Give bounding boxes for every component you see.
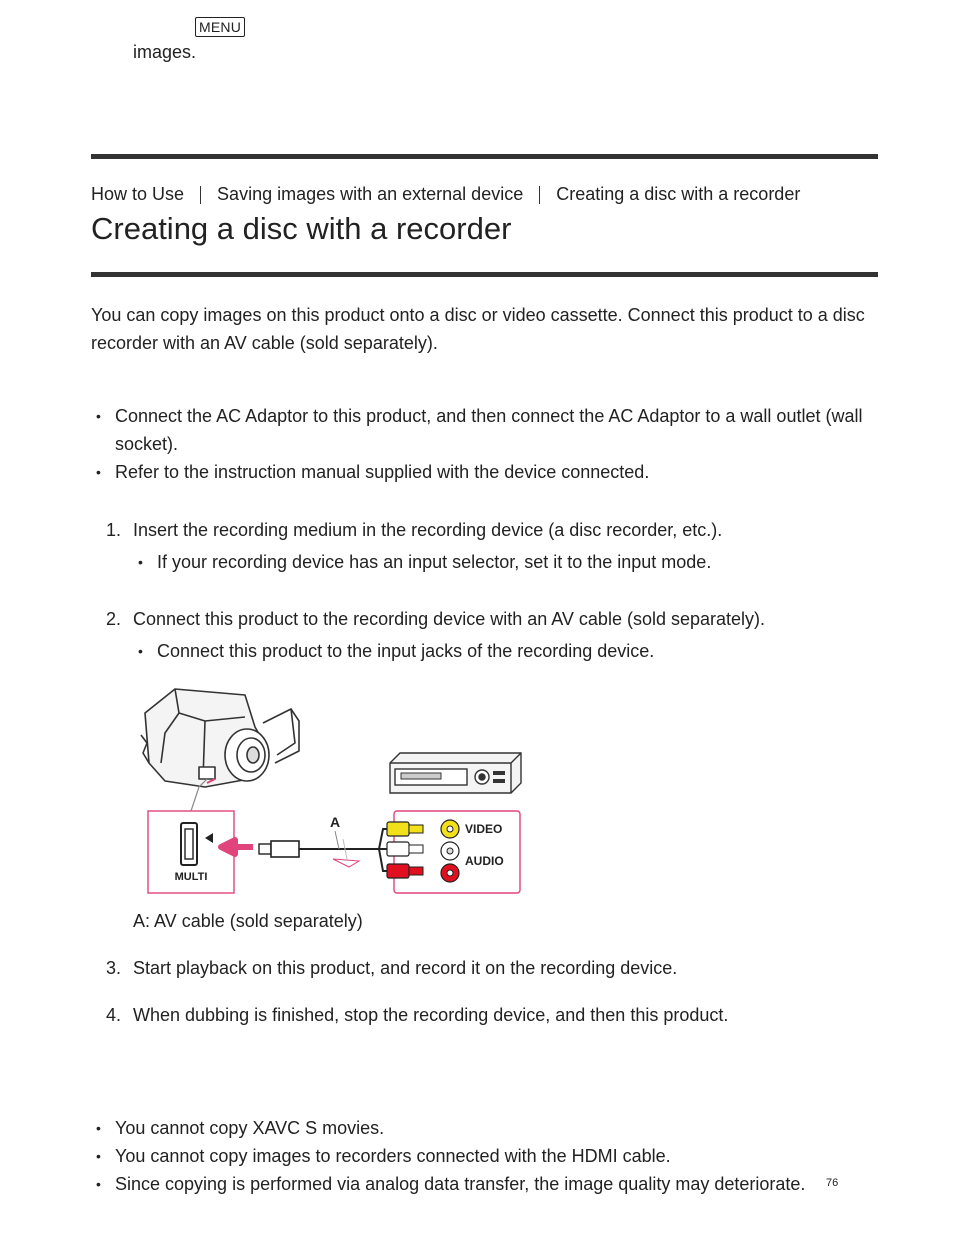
step-3 — [106, 954, 677, 982]
audio-label: AUDIO — [465, 854, 504, 868]
page-number: 76 — [826, 1177, 839, 1189]
list-item: • You cannot copy XAVC S movies. — [91, 1114, 881, 1142]
breadcrumb-separator — [539, 186, 540, 204]
step-4 — [106, 1001, 728, 1029]
step-1-sublist — [133, 548, 833, 576]
diagram-caption: A: AV cable (sold separately) — [133, 911, 363, 931]
step-text: Connect this product to the recording device with an AV cable (sold separately). — [133, 609, 766, 629]
list-item: • Connect this product to the input jacks of the recording device. — [133, 637, 833, 665]
multi-label: MULTI — [174, 871, 208, 883]
av-cable — [259, 829, 393, 871]
breadcrumb-separator — [200, 186, 201, 204]
disc-recorder-illustration — [390, 753, 521, 793]
audio-plug-white — [387, 842, 409, 856]
camcorder-illustration — [141, 689, 299, 787]
video-plug-yellow — [387, 822, 409, 836]
preparation-list — [91, 402, 871, 486]
cable-label-a: A — [329, 814, 341, 830]
breadcrumb-saving-images[interactable]: Saving images with an external device — [217, 184, 524, 204]
step-text: When dubbing is finished, stop the recording device, and then this product. — [133, 1005, 729, 1025]
step-number: 3. — [106, 958, 122, 978]
rca-jacks — [441, 820, 459, 882]
list-item: • You cannot copy images to recorders connected with the HDMI cable. — [91, 1142, 881, 1170]
page-title: Creating a disc with a recorder — [91, 211, 512, 246]
step-number: 2. — [106, 609, 122, 629]
top-divider — [91, 154, 878, 159]
step-2 — [106, 605, 765, 633]
cable-direction-arrow-icon — [333, 859, 359, 867]
step-number: 1. — [106, 520, 122, 540]
list-item: • If your recording device has an input selector, set it to the input mode. — [133, 548, 833, 576]
intro-paragraph: You can copy images on this product onto a disc or video cassette. Connect this product to a disc recorder with an AV cable (sold separately). — [91, 305, 865, 353]
list-item: • Connect the AC Adaptor to this product, and then connect the AC Adaptor to a wall outlet (wall socket). — [91, 402, 871, 458]
audio-plug-red — [387, 864, 409, 878]
step-1 — [106, 516, 722, 544]
menu-key-label: MENU — [195, 17, 245, 37]
list-item: • Refer to the instruction manual supplied with the device connected. — [91, 458, 871, 486]
video-label: VIDEO — [465, 822, 503, 836]
step-2-sublist — [133, 637, 833, 665]
rca-plugs — [387, 822, 423, 878]
step-number: 4. — [106, 1005, 122, 1025]
list-item: • Since copying is performed via analog data transfer, the image quality may deteriorate. — [91, 1170, 881, 1198]
connection-diagram — [135, 683, 525, 898]
notes-list — [91, 1114, 881, 1198]
title-divider — [91, 272, 878, 277]
breadcrumb-how-to-use[interactable]: How to Use — [91, 184, 185, 204]
previous-section-text: images. — [133, 42, 197, 62]
breadcrumb — [91, 184, 800, 205]
step-text: Insert the recording medium in the recording device (a disc recorder, etc.). — [133, 520, 723, 540]
step-text: Start playback on this product, and record it on the recording device. — [133, 958, 678, 978]
breadcrumb-current: Creating a disc with a recorder — [556, 184, 801, 204]
insert-arrow-icon — [221, 840, 253, 854]
